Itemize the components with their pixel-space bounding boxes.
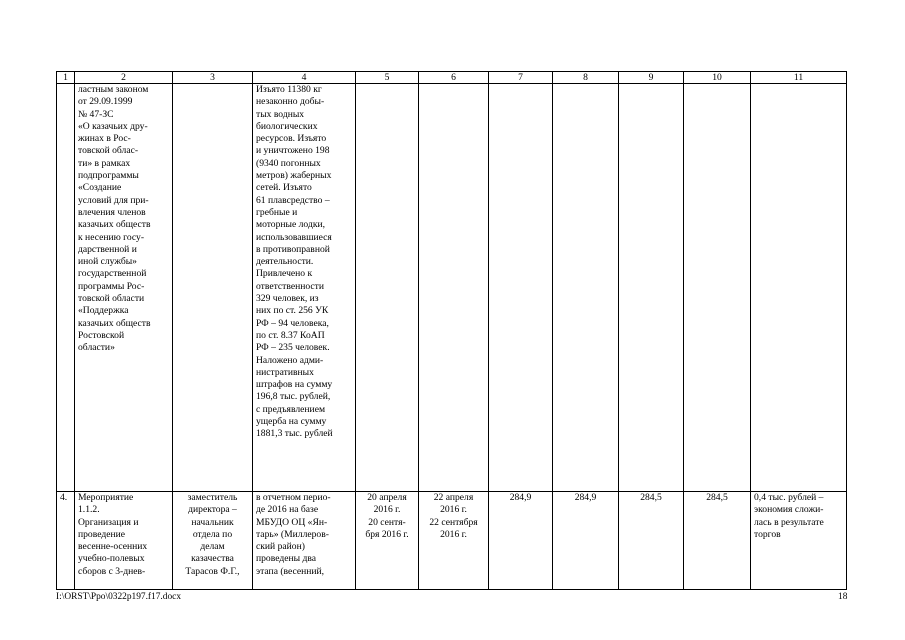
value-cell-7 [489, 84, 553, 492]
note-cell [751, 84, 847, 492]
value-cell-10 [684, 84, 751, 492]
column-number-10: 10 [684, 72, 751, 84]
column-number-6: 6 [419, 72, 489, 84]
row-number-cell: 4. [57, 492, 75, 590]
responsible-cell: заместитель директора – начальник отдела по делам казачества Тарасов Ф.Г., [173, 492, 253, 590]
value-cell-10: 284,5 [684, 492, 751, 590]
value-cell-8 [553, 84, 619, 492]
value-cell-9: 284,5 [619, 492, 684, 590]
note-cell: 0,4 тыс. рублей – экономия сложи- лась в результате торгов [751, 492, 847, 590]
actual-date-cell [419, 84, 489, 492]
table-row [57, 84, 847, 492]
planned-date-cell: 20 апреля 2016 г. 20 сентя- бря 2016 г. [356, 492, 419, 590]
column-number-11: 11 [751, 72, 847, 84]
measure-name-cell: ластным законом от 29.09.1999 № 47-ЗС «О казачьих дру- жинах в Рос- товской облас- ти» в рамках подпрограммы «Создание условий для при- влечения членов казачьих обществ к несению госу- дарственной и иной службы» государственной программы Рос- товской области «Поддержка казачьих обществ Ростовской области» [75, 84, 173, 492]
column-number-3: 3 [173, 72, 253, 84]
column-number-2: 2 [75, 72, 173, 84]
planned-date-cell [356, 84, 419, 492]
column-number-9: 9 [619, 72, 684, 84]
page-number: 18 [838, 592, 848, 602]
report-table [56, 71, 847, 590]
actual-date-cell: 22 апреля 2016 г. 22 сентября 2016 г. [419, 492, 489, 590]
responsible-cell [173, 84, 253, 492]
file-path-footer: I:\ORST\Ppo\0322p197.f17.docx [56, 592, 182, 602]
column-number-5: 5 [356, 72, 419, 84]
column-number-8: 8 [553, 72, 619, 84]
table-row [57, 492, 847, 590]
row-number-cell [57, 84, 75, 492]
value-cell-8: 284,9 [553, 492, 619, 590]
header-row [57, 72, 847, 84]
result-cell: в отчетном перио- де 2016 на базе МБУДО ОЦ «Ян- тарь» (Миллеров- ский район) проведены два этапа (весенний, [253, 492, 356, 590]
column-number-7: 7 [489, 72, 553, 84]
value-cell-9 [619, 84, 684, 492]
measure-name-cell: Мероприятие 1.1.2. Организация и проведение весенне-осенних учебно-полевых сборов с 3-днев- [75, 492, 173, 590]
value-cell-7: 284,9 [489, 492, 553, 590]
column-number-4: 4 [253, 72, 356, 84]
result-cell: Изъято 11380 кг незаконно добы- тых водных биологических ресурсов. Изъято и уничтожено 198 (9340 погонных метров) жаберных сетей. Изъято 61 плавсредство – гребные и моторные лодки, использовавшиеся в противоправной деятельности. Привлечено к ответственности 329 человек, из них по ст. 256 УК РФ – 94 человека, по ст. 8.37 КоАП РФ – 235 человек. Наложено адми- нистративных штрафов на сумму 196,8 тыс. рублей, с предъявлением ущерба на сумму 1881,3 тыс. рублей [253, 84, 356, 492]
column-number-1: 1 [57, 72, 75, 84]
